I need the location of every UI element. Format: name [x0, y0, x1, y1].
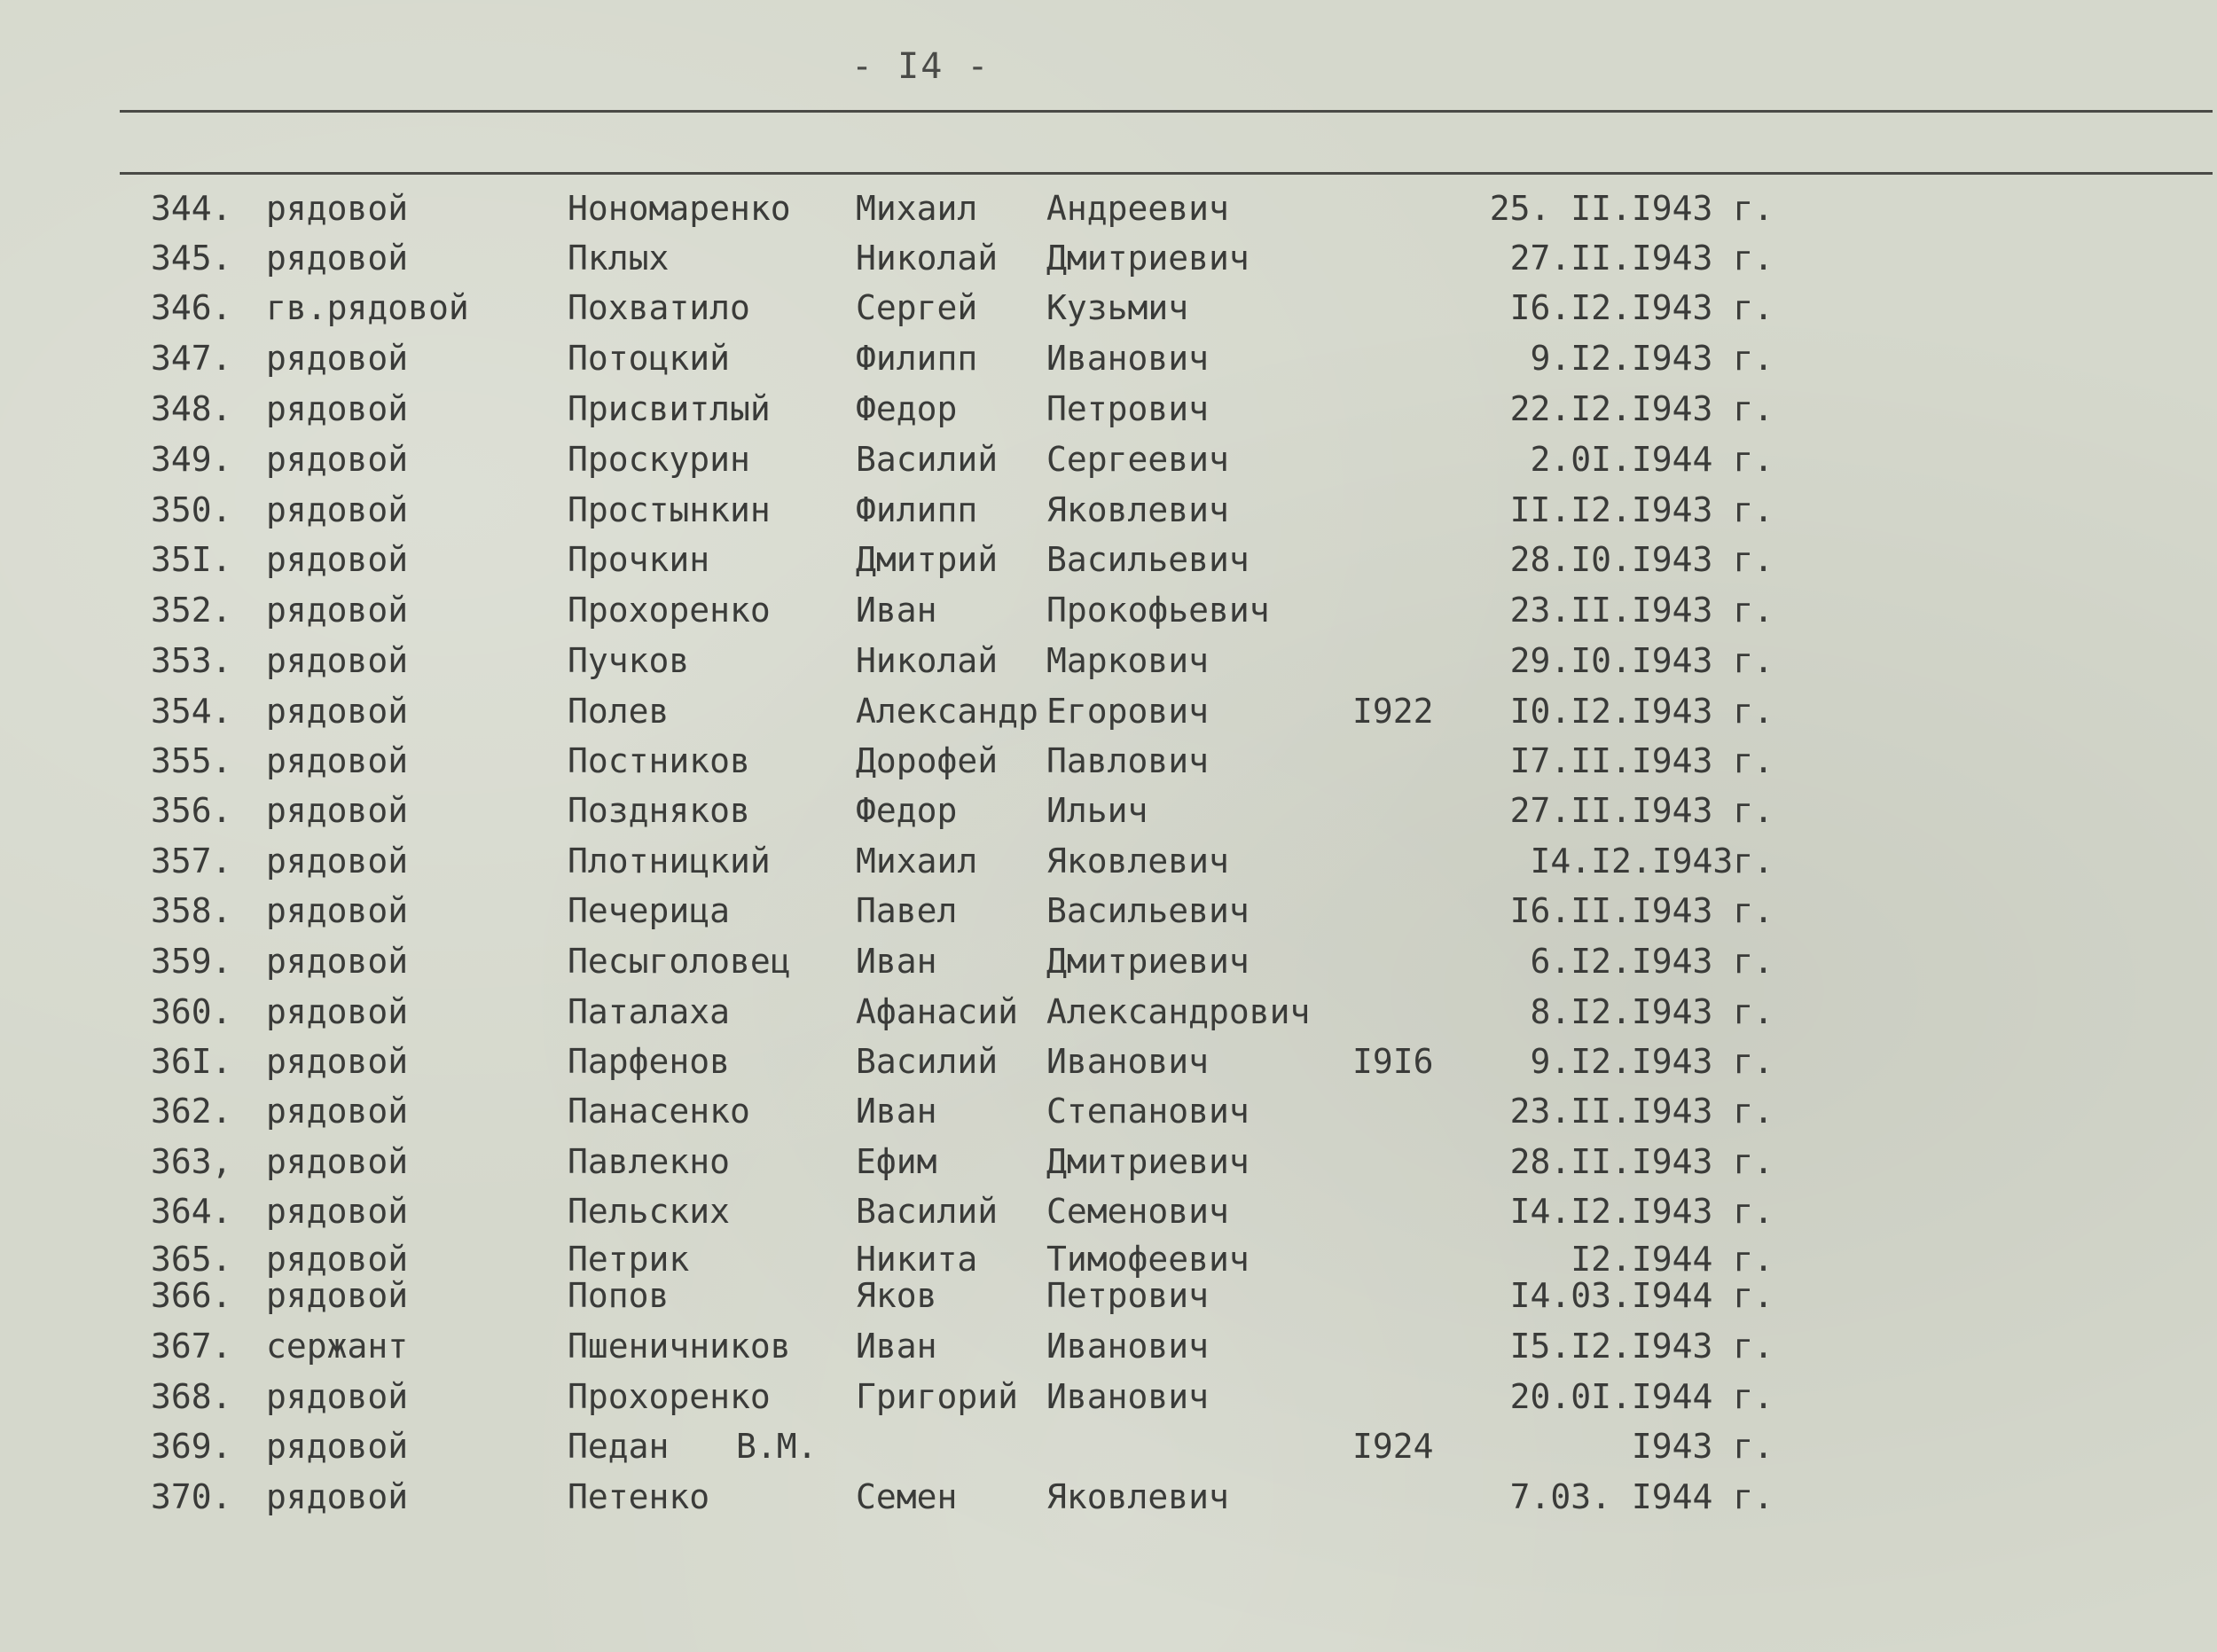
- table-row: [0, 1424, 2217, 1468]
- last-name: Полев: [568, 692, 670, 731]
- last-name: Нономаренко: [568, 189, 791, 228]
- military-rank: сержант: [266, 1327, 409, 1366]
- table-row: [0, 839, 2217, 883]
- patronymic: Петрович: [1046, 1276, 1210, 1315]
- last-name: Пшеничников: [568, 1327, 791, 1366]
- patronymic: Семенович: [1046, 1192, 1229, 1231]
- table-row: [0, 939, 2217, 983]
- patronymic: Ильич: [1046, 791, 1148, 830]
- first-name: Иван: [856, 1327, 937, 1366]
- military-rank: рядовой: [266, 339, 409, 378]
- last-name: Паталаха: [568, 992, 731, 1031]
- last-name: Попов: [568, 1276, 670, 1315]
- entry-number: 348.: [151, 389, 232, 428]
- patronymic: Петрович: [1046, 389, 1210, 428]
- entry-number: 366.: [151, 1276, 232, 1315]
- entry-number: 35I.: [151, 540, 232, 579]
- entry-number: 356.: [151, 791, 232, 830]
- date-of-death: I943 г.: [1631, 1427, 1774, 1466]
- first-name: Яков: [856, 1276, 937, 1315]
- last-name: Педан: [568, 1427, 670, 1466]
- table-row: [0, 638, 2217, 683]
- first-name: Иван: [856, 942, 937, 981]
- last-name: Петенко: [568, 1477, 710, 1516]
- entry-number: 362.: [151, 1092, 232, 1131]
- patronymic: Иванович: [1046, 1042, 1210, 1081]
- patronymic: Яковлевич: [1046, 490, 1229, 529]
- military-rank: гв.рядовой: [266, 288, 469, 327]
- military-rank: рядовой: [266, 1477, 409, 1516]
- patronymic: Дмитриевич: [1046, 1142, 1250, 1181]
- table-row: [0, 336, 2217, 380]
- entry-number: 357.: [151, 842, 232, 881]
- entry-number: 350.: [151, 490, 232, 529]
- entry-number: 359.: [151, 942, 232, 981]
- date-of-death: II.I2.I943 г.: [1509, 490, 1774, 529]
- military-rank: рядовой: [266, 1192, 409, 1231]
- first-name: Михаил: [856, 189, 978, 228]
- table-row: [0, 236, 2217, 280]
- date-of-death: 28.II.I943 г.: [1509, 1142, 1774, 1181]
- military-rank: рядовой: [266, 1142, 409, 1181]
- entry-number: 352.: [151, 591, 232, 630]
- header-rule-top: [120, 110, 2213, 113]
- table-row: [0, 1324, 2217, 1368]
- military-rank: рядовой: [266, 389, 409, 428]
- entry-number: 344.: [151, 189, 232, 228]
- military-rank: рядовой: [266, 1427, 409, 1466]
- patronymic: Васильевич: [1046, 891, 1250, 930]
- date-of-death: 23.II.I943 г.: [1509, 591, 1774, 630]
- date-of-death: I6.I2.I943 г.: [1509, 288, 1774, 327]
- military-rank: рядовой: [266, 1276, 409, 1315]
- last-name: Потоцкий: [568, 339, 731, 378]
- entry-number: 367.: [151, 1327, 232, 1366]
- patronymic: Сергеевич: [1046, 440, 1229, 479]
- first-name: Михаил: [856, 842, 978, 881]
- first-name: Филипп: [856, 490, 978, 529]
- header-rule-bottom: [120, 172, 2213, 175]
- table-row: [0, 990, 2217, 1034]
- last-name: Пельских: [568, 1192, 731, 1231]
- entry-number: 347.: [151, 339, 232, 378]
- date-of-death: I5.I2.I943 г.: [1509, 1327, 1774, 1366]
- last-name: Прохоренко: [568, 1377, 771, 1416]
- date-of-death: 27.II.I943 г.: [1509, 239, 1774, 278]
- last-name: Проскурин: [568, 440, 750, 479]
- first-name: Дмитрий: [856, 540, 999, 579]
- military-rank: рядовой: [266, 1240, 409, 1279]
- date-of-death: I4.I2.I943г.: [1530, 842, 1774, 881]
- patronymic: Кузьмич: [1046, 288, 1189, 327]
- entry-number: 370.: [151, 1477, 232, 1516]
- patronymic: Маркович: [1046, 641, 1210, 680]
- military-rank: рядовой: [266, 540, 409, 579]
- patronymic: Павлович: [1046, 741, 1210, 780]
- entry-number: 345.: [151, 239, 232, 278]
- first-name: Василий: [856, 1042, 999, 1081]
- first-name: Дорофей: [856, 741, 999, 780]
- date-of-death: I7.II.I943 г.: [1509, 741, 1774, 780]
- last-name: Пклых: [568, 239, 670, 278]
- table-row: [0, 1139, 2217, 1184]
- last-name: Прочкин: [568, 540, 710, 579]
- date-of-death: I2.I944 г.: [1571, 1240, 1774, 1279]
- last-name: Павлекно: [568, 1142, 731, 1181]
- date-of-death: I0.I2.I943 г.: [1509, 692, 1774, 731]
- military-rank: рядовой: [266, 591, 409, 630]
- first-name: Иван: [856, 591, 937, 630]
- date-of-death: 7.03. I944 г.: [1509, 1477, 1774, 1516]
- first-name: Федор: [856, 389, 958, 428]
- military-rank: рядовой: [266, 992, 409, 1031]
- military-rank: рядовой: [266, 490, 409, 529]
- entry-number: 363,: [151, 1142, 232, 1181]
- last-name: Петрик: [568, 1240, 690, 1279]
- entry-number: 358.: [151, 891, 232, 930]
- military-rank: рядовой: [266, 1042, 409, 1081]
- date-of-death: 9.I2.I943 г.: [1530, 339, 1774, 378]
- table-row: [0, 1273, 2217, 1318]
- date-of-death: 23.II.I943 г.: [1509, 1092, 1774, 1131]
- table-row: [0, 437, 2217, 482]
- first-name: Филипп: [856, 339, 978, 378]
- patronymic: Александрович: [1046, 992, 1311, 1031]
- military-rank: рядовой: [266, 891, 409, 930]
- table-row: [0, 286, 2217, 330]
- first-name: Николай: [856, 239, 999, 278]
- entry-number: 365.: [151, 1240, 232, 1279]
- last-name: Печерица: [568, 891, 731, 930]
- military-rank: рядовой: [266, 1092, 409, 1131]
- patronymic: Прокофьевич: [1046, 591, 1270, 630]
- date-of-death: I6.II.I943 г.: [1509, 891, 1774, 930]
- patronymic: Иванович: [1046, 1377, 1210, 1416]
- patronymic: Яковлевич: [1046, 842, 1229, 881]
- first-name: Ефим: [856, 1142, 937, 1181]
- table-row: [0, 1089, 2217, 1133]
- military-rank: рядовой: [266, 641, 409, 680]
- date-of-death: 9.I2.I943 г.: [1530, 1042, 1774, 1081]
- military-rank: рядовой: [266, 741, 409, 780]
- entry-number: 360.: [151, 992, 232, 1031]
- military-rank: рядовой: [266, 942, 409, 981]
- entry-number: 369.: [151, 1427, 232, 1466]
- first-name: Никита: [856, 1240, 978, 1279]
- initials: В.М.: [736, 1427, 818, 1466]
- first-name: Павел: [856, 891, 958, 930]
- patronymic: Иванович: [1046, 1327, 1210, 1366]
- last-name: Прохоренко: [568, 591, 771, 630]
- patronymic: Егорович: [1046, 692, 1210, 731]
- table-row: [0, 1189, 2217, 1233]
- date-of-death: 6.I2.I943 г.: [1530, 942, 1774, 981]
- date-of-death: 28.I0.I943 г.: [1509, 540, 1774, 579]
- birth-year: I922: [1352, 692, 1434, 731]
- last-name: Панасенко: [568, 1092, 750, 1131]
- patronymic: Андреевич: [1046, 189, 1229, 228]
- first-name: Николай: [856, 641, 999, 680]
- date-of-death: 25. II.I943 г.: [1489, 189, 1774, 228]
- last-name: Постников: [568, 741, 750, 780]
- patronymic: Иванович: [1046, 339, 1210, 378]
- entry-number: 353.: [151, 641, 232, 680]
- military-rank: рядовой: [266, 1377, 409, 1416]
- patronymic: Тимофеевич: [1046, 1240, 1250, 1279]
- table-row: [0, 488, 2217, 532]
- date-of-death: I4.I2.I943 г.: [1509, 1192, 1774, 1231]
- table-row: [0, 387, 2217, 431]
- first-name: Сергей: [856, 288, 978, 327]
- date-of-death: I4.03.I944 г.: [1509, 1276, 1774, 1315]
- military-rank: рядовой: [266, 842, 409, 881]
- patronymic: Степанович: [1046, 1092, 1250, 1131]
- first-name: Василий: [856, 1192, 999, 1231]
- date-of-death: 29.I0.I943 г.: [1509, 641, 1774, 680]
- table-row: [0, 1039, 2217, 1084]
- table-row: [0, 739, 2217, 783]
- military-rank: рядовой: [266, 239, 409, 278]
- patronymic: Дмитриевич: [1046, 942, 1250, 981]
- first-name: Александр: [856, 692, 1038, 731]
- last-name: Простынкин: [568, 490, 771, 529]
- table-row: [0, 1374, 2217, 1419]
- date-of-death: 27.II.I943 г.: [1509, 791, 1774, 830]
- patronymic: Васильевич: [1046, 540, 1250, 579]
- table-row: [0, 788, 2217, 833]
- last-name: Присвитлый: [568, 389, 771, 428]
- table-row: [0, 1475, 2217, 1519]
- date-of-death: 8.I2.I943 г.: [1530, 992, 1774, 1031]
- date-of-death: 20.0I.I944 г.: [1509, 1377, 1774, 1416]
- page-number: - I4 -: [851, 46, 991, 87]
- entry-number: 368.: [151, 1377, 232, 1416]
- last-name: Парфенов: [568, 1042, 731, 1081]
- table-row: [0, 689, 2217, 733]
- last-name: Плотницкий: [568, 842, 771, 881]
- date-of-death: 2.0I.I944 г.: [1530, 440, 1774, 479]
- military-rank: рядовой: [266, 692, 409, 731]
- entry-number: 349.: [151, 440, 232, 479]
- patronymic: Дмитриевич: [1046, 239, 1250, 278]
- first-name: Федор: [856, 791, 958, 830]
- birth-year: I9I6: [1352, 1042, 1434, 1081]
- entry-number: 346.: [151, 288, 232, 327]
- last-name: Пучков: [568, 641, 690, 680]
- last-name: Похватило: [568, 288, 750, 327]
- date-of-death: 22.I2.I943 г.: [1509, 389, 1774, 428]
- last-name: Поздняков: [568, 791, 750, 830]
- entry-number: 354.: [151, 692, 232, 731]
- birth-year: I924: [1352, 1427, 1434, 1466]
- patronymic: Яковлевич: [1046, 1477, 1229, 1516]
- entry-number: 355.: [151, 741, 232, 780]
- last-name: Песыголовец: [568, 942, 791, 981]
- first-name: Иван: [856, 1092, 937, 1131]
- military-rank: рядовой: [266, 791, 409, 830]
- military-rank: рядовой: [266, 189, 409, 228]
- table-row: [0, 889, 2217, 933]
- table-row: [0, 186, 2217, 231]
- first-name: Семен: [856, 1477, 958, 1516]
- first-name: Афанасий: [856, 992, 1019, 1031]
- entry-number: 364.: [151, 1192, 232, 1231]
- table-row: [0, 537, 2217, 582]
- table-row: [0, 588, 2217, 632]
- first-name: Григорий: [856, 1377, 1019, 1416]
- entry-number: 36I.: [151, 1042, 232, 1081]
- first-name: Василий: [856, 440, 999, 479]
- military-rank: рядовой: [266, 440, 409, 479]
